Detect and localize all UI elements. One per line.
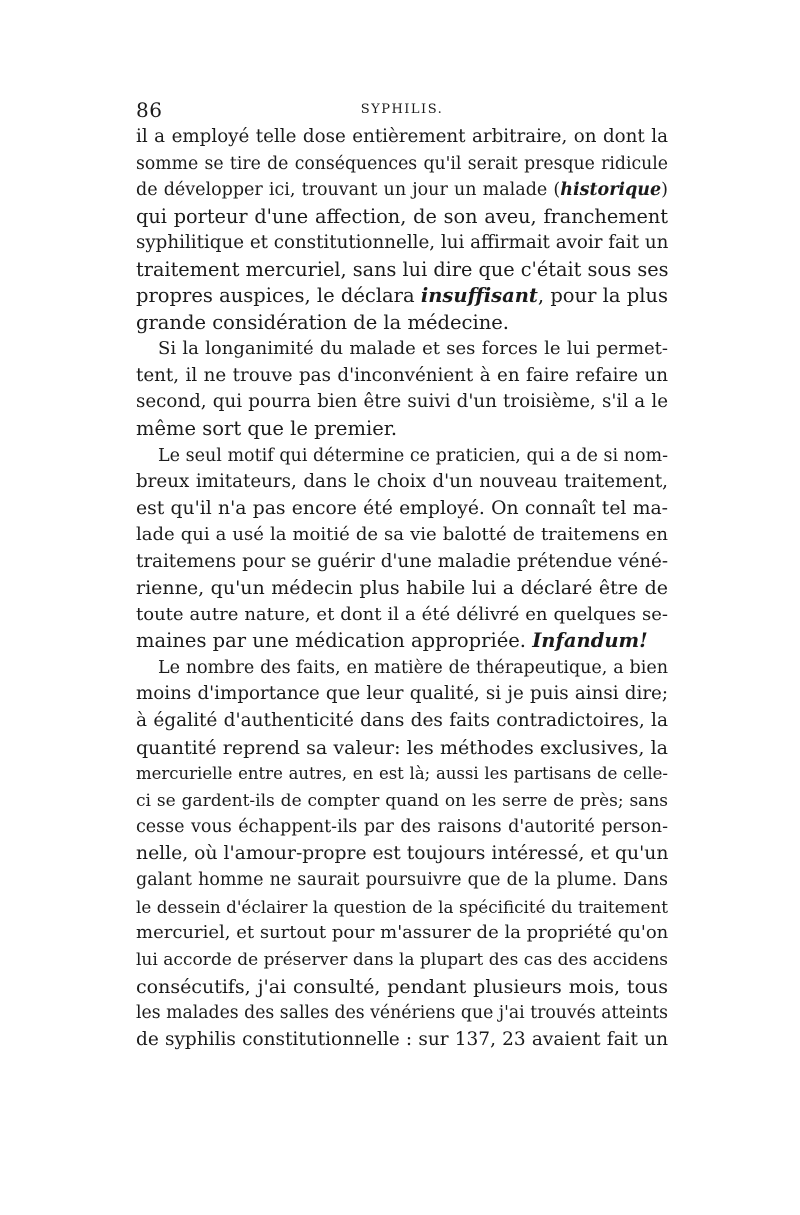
text-line: Si la longanimité du malade et ses forces le lui permet- bbox=[158, 338, 668, 360]
text-line: second, qui pourra bien être suivi d'un troisième, s'il a le bbox=[136, 391, 668, 413]
text-line: lui accorde de préserver dans la plupart des cas des accidens bbox=[136, 949, 668, 970]
text-segment: de développer ici, trouvant un jour un malade ( bbox=[136, 180, 561, 201]
text-line: même sort que le premier. bbox=[136, 417, 398, 441]
text-line: nelle, où l'amour-propre est toujours intéressé, et qu'un bbox=[136, 842, 669, 864]
text-line: à égalité d'authenticité dans des faits contradictoires, la bbox=[136, 710, 668, 732]
text-line bbox=[136, 283, 668, 310]
body-text bbox=[136, 124, 668, 1053]
text-line: ci se gardent-ils de compter quand on les serre de près; sans bbox=[136, 790, 668, 811]
text-line: mercuriel, et surtout pour m'assurer de la propriété qu'on bbox=[136, 922, 669, 944]
text-segment: maines par une médication appropriée. bbox=[136, 629, 533, 653]
text-line: Le nombre des faits, en matière de thérapeutique, a bien bbox=[158, 657, 668, 678]
text-line: moins d'importance que leur qualité, si je puis ainsi dire; bbox=[136, 683, 668, 705]
text-line: breux imitateurs, dans le choix d'un nouveau traitement, bbox=[136, 471, 668, 493]
text-line: il a employé telle dose entièrement arbitraire, on dont la bbox=[136, 126, 668, 147]
italic-word: Infandum! bbox=[532, 629, 648, 653]
italic-word: historique bbox=[560, 180, 662, 201]
text-line: consécutifs, j'ai consulté, pendant plusieurs mois, tous bbox=[136, 975, 668, 998]
text-line: toute autre nature, et dont il a été délivré en quelques se- bbox=[136, 603, 668, 625]
text-line: le dessein d'éclairer la question de la spécificité du traitement bbox=[136, 896, 668, 917]
text-line: mercurielle entre autres, en est là; aussi les partisans de celle- bbox=[136, 764, 668, 784]
text-line: traitemens pour se guérir d'une maladie prétendue véné- bbox=[136, 550, 668, 572]
text-line: les malades des salles des vénériens que j'ai trouvés atteints bbox=[136, 1003, 668, 1024]
text-line: grande considération de la médecine. bbox=[136, 310, 510, 334]
italic-word: insuffisant bbox=[420, 284, 538, 308]
text-line: est qu'il n'a pas encore été employé. On connaît tel ma- bbox=[136, 497, 668, 519]
text-line: lade qui a usé la moitié de sa vie balotté de traitemens en bbox=[136, 524, 668, 546]
text-line bbox=[136, 628, 668, 655]
text-segment: propres auspices, le déclara bbox=[136, 284, 421, 308]
text-segment: , pour la plus bbox=[537, 284, 668, 308]
text-line bbox=[136, 177, 668, 204]
text-line: galant homme ne saurait poursuivre que de la plume. Dans bbox=[136, 870, 668, 891]
text-line: de syphilis constitutionnelle : sur 137, 23 avaient fait un bbox=[136, 1028, 668, 1050]
text-line: tent, il ne trouve pas d'inconvénient à en faire refaire un bbox=[136, 364, 668, 386]
text-line: somme se tire de conséquences qu'il serait presque ridicule bbox=[136, 153, 668, 174]
running-title: SYPHILIS. bbox=[360, 102, 444, 117]
text-segment: ) bbox=[661, 180, 668, 201]
text-line: quantité reprend sa valeur: les méthodes exclusives, la bbox=[136, 736, 668, 759]
text-line: Le seul motif qui détermine ce praticien, qui a de si nom- bbox=[158, 445, 668, 466]
page-number: 86 bbox=[136, 98, 163, 122]
text-line: rienne, qu'un médecin plus habile lui a déclaré être de bbox=[136, 577, 668, 600]
running-head bbox=[136, 98, 668, 124]
text-line: syphilitique et constitutionnelle, lui affirmait avoir fait un bbox=[136, 232, 669, 254]
text-line: traitement mercuriel, sans lui dire que c'était sous ses bbox=[136, 257, 669, 281]
text-line: qui porteur d'une affection, de son aveu, franchement bbox=[136, 204, 668, 228]
text-line: cesse vous échappent-ils par des raisons d'autorité person- bbox=[136, 817, 668, 838]
